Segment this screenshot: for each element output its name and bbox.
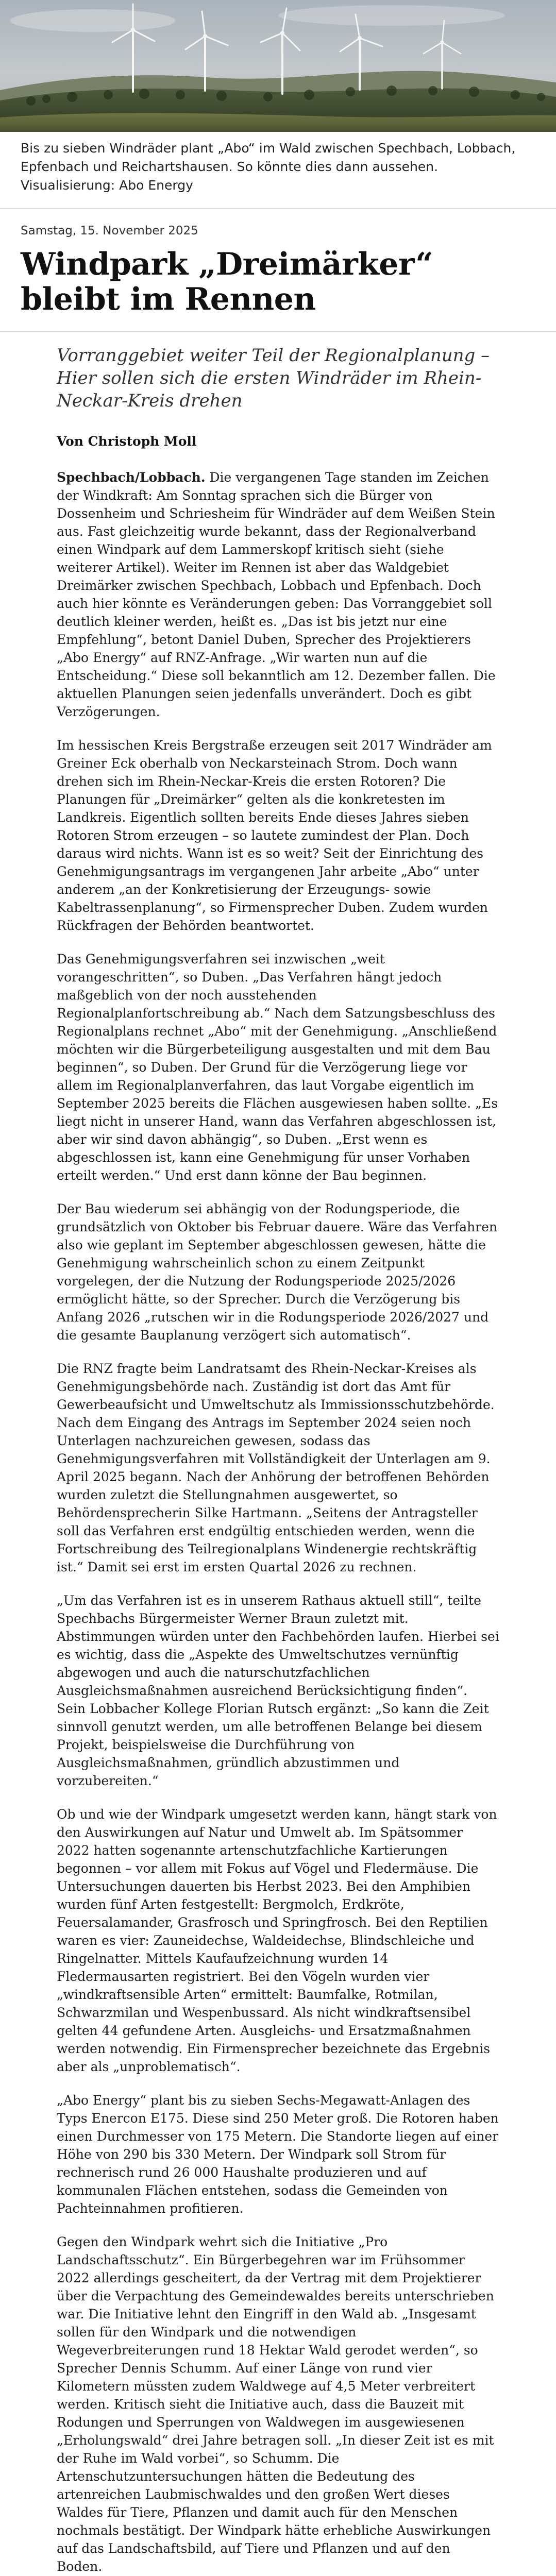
article-date: Samstag, 15. November 2025 <box>21 224 198 238</box>
article-paragraph: „Abo Energy“ plant bis zu sieben Sechs-Megawatt-Anlagen des Typs Enercon E175. Diese sind 250 Meter groß. Die Rotoren haben einen Durchmesser von 175 Metern. Die Standorte liegen auf einer Höhe von 290 bis 330 Metern. Der Windpark soll Strom für rechnerisch rund 26 000 Haushalte produzieren und auf kommunalen Flächen entstehen, sodass die Gemeinden von Pachteinnahmen profitieren. <box>57 2093 499 2216</box>
article-paragraph: Der Bau wiederum sei abhängig von der Rodungsperiode, die grundsätzlich von Oktober bis Februar dauere. Wäre das Verfahren also wie geplant im September abgeschlossen gewesen, hätte die Genehmigung wahrscheinlich schon zu einem Zeitpunkt vorgelegen, der die Nutzung der Rodungsperiode 2025/2026 ermöglicht hätte, so der Sprecher. Durch die Verzögerung bis Anfang 2026 „rutschen wir in die Rodungsperiode 2026/2027 und die gesamte Bauplanung verzögert sich automatisch“. <box>57 1201 498 1343</box>
hero-image <box>0 0 556 132</box>
article-paragraph: Die RNZ fragte beim Landratsamt des Rhein-Neckar-Kreises als Genehmigungsbehörde nach. Zuständig ist dort das Amt für Gewerbeaufsicht und Umweltschutz als Immissionsschutzbehörde. Nach dem Eingang des Antrags im September 2024 seien noch Unterlagen nachzureichen gewesen, sodass das Genehmigungsverfahren mit Vollständigkeit der Unterlagen am 9. April 2025 begann. Nach der Anhörung der betroffenen Behörden wurden zuletzt die Stellungnahmen ausgewertet, so Behördensprecherin Silke Hartmann. „Seitens der Antragsteller soll das Verfahren erst endgültig entschieden werden, wenn die Fortschreibung des Teilregionalplans Windenergie rechtskräftig ist.“ Damit sei erst im ersten Quartal 2026 zu rechnen. <box>57 1361 495 1574</box>
article-dateline: Spechbach/Lobbach. <box>57 470 206 485</box>
article-paragraph <box>57 468 499 721</box>
article-paragraph: Gegen den Windpark wehrt sich die Initiative „Pro Landschaftsschutz“. Ein Bürgerbegehren war im Frühsommer 2022 allerdings gescheitert, da der Vertrag mit dem Projektierer über die Verpachtung des Gemeindewaldes bereits unterschrieben war. Die Initiative lehnt den Eingriff in den Wald ab. „Insgesamt sollen für den Windpark und die notwendigen Wegeverbreiterungen rund 18 Hektar Wald gerodet werden“, so Sprecher Dennis Schumm. Auf einer Länge von rund vier Kilometern müssten zudem Waldwege auf 4,5 Meter verbreitert werden. Kritisch sieht die Initiative auch, dass die Bauzeit mit Rodungen und Sperrungen von Waldwegen im ausgewiesenen „Erholungswald“ drei Jahre betragen soll. „In dieser Zeit ist es mit der Ruhe im Wald vorbei“, so Schumm. Die Artenschutzuntersuchungen hätten die Bedeutung des artenreichen Laubmischwaldes und den großen Wert dieses Waldes für Tiere, Pflanzen und damit auch für den Menschen nochmals bestätigt. Der Windpark hätte erhebliche Auswirkungen auf das Landschaftsbild, auf Tiere und Pflanzen und auf den Boden. <box>57 2234 494 2574</box>
article-author: Von Christoph Moll <box>57 434 197 449</box>
paragraph-text: Die vergangenen Tage standen im Zeichen der Windkraft: Am Sonntag sprachen sich die Bürger von Dossenheim und Schriesheim für Windräder auf dem Weißen Stein aus. Fast gleichzeitig wurde bekannt, dass der Regionalverband einen Windpark auf dem Lammerskopf kritisch sieht (siehe weiterer Artikel). Weiter im Rennen ist aber das Waldgebiet Dreimärker zwischen Spechbach, Lobbach und Epfenbach. Doch auch hier könnte es Veränderungen geben: Das Vorranggebiet soll deutlich kleiner werden, heißt es. „Das ist bis jetzt nur eine Empfehlung“, betont Daniel Duben, Sprecher des Projektierers „Abo Energy“ auf RNZ-Anfrage. „Wir warten nun auf die Entscheidung.“ Diese soll bekanntlich am 12. Dezember fallen. Die aktuellen Planungen seien jedenfalls unverändert. Doch es gibt Verzögerungen. <box>57 470 496 719</box>
article-paragraph: Im hessischen Kreis Bergstraße erzeugen seit 2017 Windräder am Greiner Eck oberhalb von Neckarsteinach Strom. Doch wann drehen sich im Rhein-Neckar-Kreis die ersten Rotoren? Die Planungen für „Dreimärker“ gelten als die konkretesten im Landkreis. Eigentlich sollten bereits Ende dieses Jahres sieben Rotoren Strom erzeugen – so lautete zumindest der Plan. Doch daraus wird nichts. Wann ist es so weit? Seit der Einrichtung des Genehmigungsantrags im vergangenen Jahr arbeite „Abo“ unter anderem „an der Konkretisierung der Erzeugungs- sowie Kabeltrassenplanung“, so Firmensprecher Duben. Zudem wurden Rückfragen der Behörden beantwortet. <box>57 738 492 933</box>
article-body <box>0 332 556 2575</box>
article-teaser: Vorranggebiet weiter Teil der Regionalplanung – Hier sollen sich die ersten Windräder im Rhein-Neckar-Kreis drehen <box>57 345 490 411</box>
article-paragraph: Das Genehmigungsverfahren sei inzwischen „weit vorangeschritten“, so Duben. „Das Verfahren hängt jedoch maßgeblich von der noch ausstehenden Regionalplanfortschreibung ab.“ Nach dem Satzungsbeschluss des Regionalplans rechnet „Abo“ mit der Genehmigung. „Anschließend möchten wir die Bürgerbeteiligung ausgestalten und mit dem Bau beginnen“, so Duben. Der Grund für die Verzögerung liege vor allem im Regionalplanverfahren, das laut Vorgabe eigentlich im September 2025 bereits die Flächen ausgewiesen haben sollte. „Es liegt nicht in unserer Hand, wann das Verfahren abgeschlossen ist, aber wir sind davon abhängig“, so Duben. „Erst wenn es abgeschlossen ist, kann eine Genehmigung für unser Vorhaben erteilt werden.“ Und erst dann könne der Bau beginnen. <box>57 952 498 1183</box>
image-caption: Bis zu sieben Windräder plant „Abo“ im Wald zwischen Spechbach, Lobbach, Epfenbach und Reichartshausen. So könnte dies dann aussehen. Visualisierung: Abo Energy <box>21 141 516 193</box>
article-paragraph: Ob und wie der Windpark umgesetzt werden kann, hängt stark von den Auswirkungen auf Natur und Umwelt ab. Im Spätsommer 2022 hatten sogenannte artenschutzfachliche Kartierungen begonnen – vor allem mit Fokus auf Vögel und Fledermäuse. Die Untersuchungen dauerten bis Herbst 2023. Bei den Amphibien wurden fünf Arten festgestellt: Bergmolch, Erdkröte, Feuersalamander, Grasfrosch und Springfrosch. Bei den Reptilien waren es vier: Zauneidechse, Waldeidechse, Blindschleiche und Ringelnatter. Mittels Kaufaufzeichnung wurden 14 Fledermausarten registriert. Bei den Vögeln wurden vier „windkraftsensible Arten“ ermittelt: Baumfalke, Rotmilan, Schwarzmilan und Wespenbussard. Als nicht windkraftsensibel gelten 44 gefundene Arten. Ausgleichs- und Ersatzmaßnahmen werden notwendig. Ein Firmensprecher bezeichnete das Ergebnis aber als „unproblematisch“. <box>57 1807 497 2074</box>
article-paragraph: „Um das Verfahren ist es in unserem Rathaus aktuell still“, teilte Spechbachs Bürgermeister Werner Braun zuletzt mit. Abstimmungen würden unter den Fachbehörden laufen. Hierbei sei es wichtig, dass die „Aspekte des Umweltschutzes vernünftig abgewogen und auch die naturschutzfachlichen Ausgleichsmaßnahmen ausreichend Berücksichtigung finden“. Sein Lobbacher Kollege Florian Rutsch ergänzt: „So kann die Zeit sinnvoll genutzt werden, um alle betroffenen Belange bei diesem Projekt, beispielsweise die Durchführung von Ausgleichsmaßnahmen, gründlich abzustimmen und vorzubereiten.“ <box>57 1593 499 1788</box>
article-headline: Windpark „Dreimärker“ bleibt im Rennen <box>21 246 433 317</box>
